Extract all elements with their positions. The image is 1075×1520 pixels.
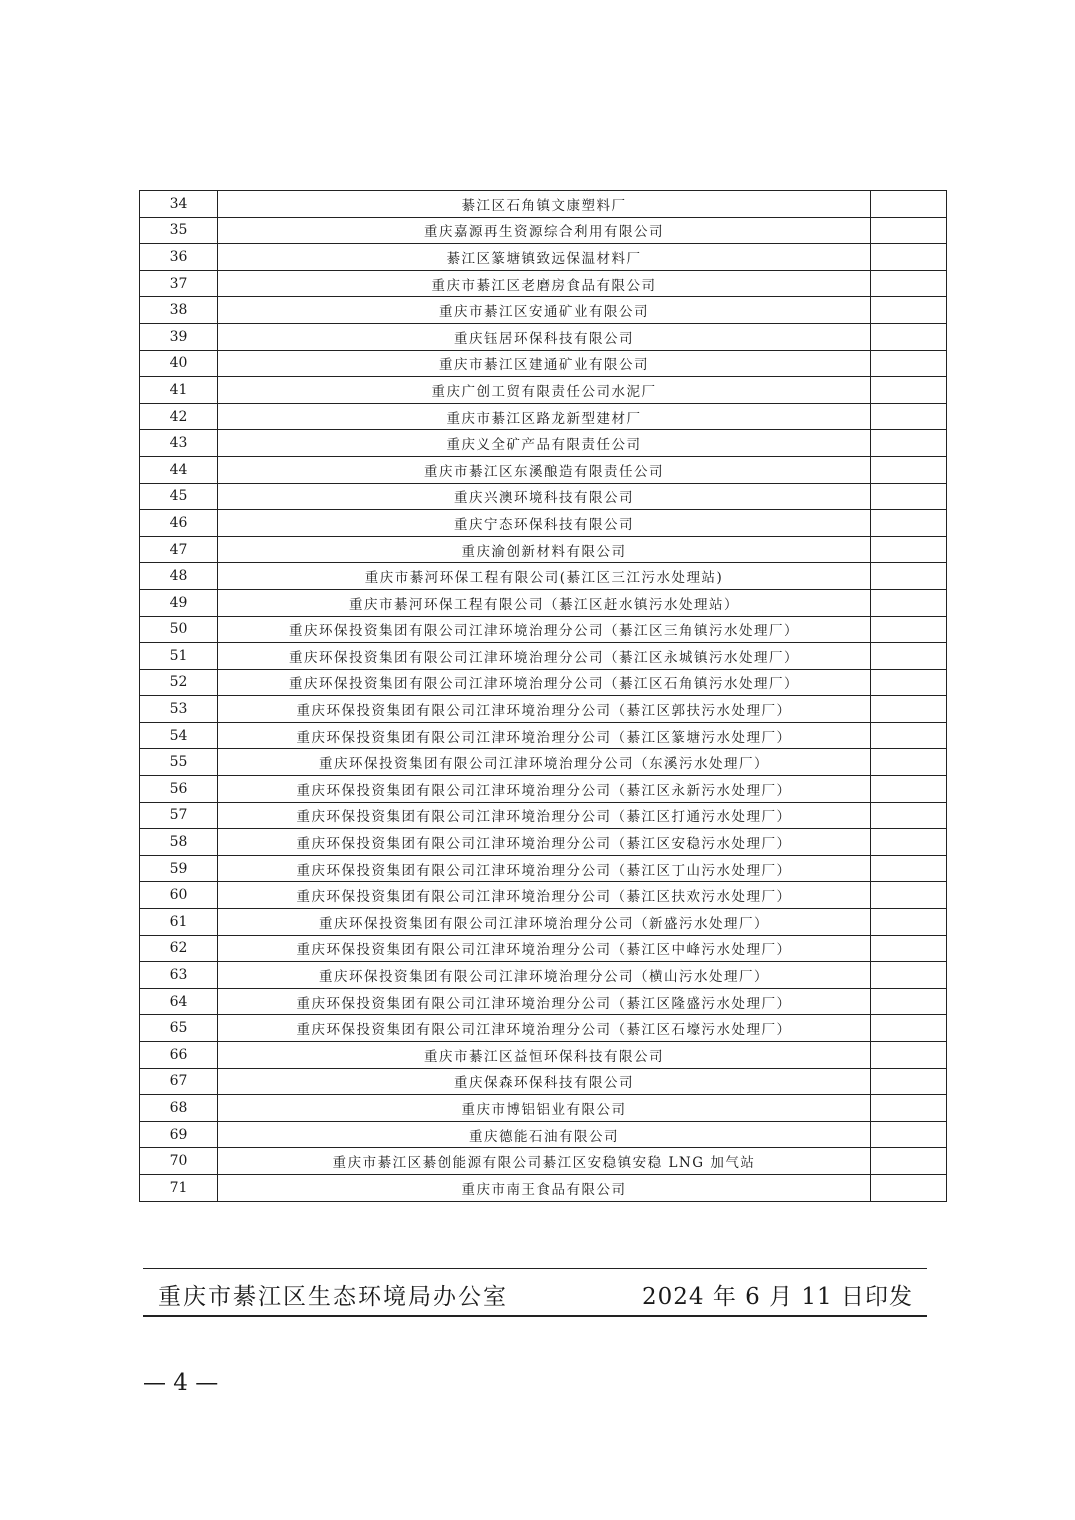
row-note [871,1121,947,1148]
row-number: 65 [140,1015,218,1042]
table-row [140,722,947,749]
table-row [140,244,947,271]
table-row [140,217,947,244]
row-number: 60 [140,882,218,909]
issue-date: 2024 年 6 月 11 日印发 [642,1284,913,1310]
row-number: 71 [140,1174,218,1201]
row-number: 50 [140,616,218,643]
row-number: 40 [140,350,218,377]
row-note [871,669,947,696]
row-note [871,589,947,616]
table-row [140,749,947,776]
table-row [140,563,947,590]
row-note [871,616,947,643]
row-number: 46 [140,510,218,537]
row-note [871,483,947,510]
table-row [140,350,947,377]
company-name: 重庆渝创新材料有限公司 [218,536,871,563]
company-name: 重庆环保投资集团有限公司江津环境治理分公司（綦江区扶欢污水处理厂） [218,882,871,909]
table-row [140,988,947,1015]
company-name: 綦江区篆塘镇致远保温材料厂 [218,244,871,271]
company-name: 重庆市綦江区老磨房食品有限公司 [218,270,871,297]
company-name: 重庆广创工贸有限责任公司水泥厂 [218,377,871,404]
company-name: 重庆嘉源再生资源综合利用有限公司 [218,217,871,244]
row-number: 36 [140,244,218,271]
row-number: 47 [140,536,218,563]
row-number: 49 [140,589,218,616]
row-number: 64 [140,988,218,1015]
row-number: 59 [140,855,218,882]
table-row [140,1042,947,1069]
company-name: 重庆环保投资集团有限公司江津环境治理分公司（綦江区石角镇污水处理厂） [218,669,871,696]
footer-bottom-rule [143,1315,927,1317]
company-name: 重庆环保投资集团有限公司江津环境治理分公司（綦江区篆塘污水处理厂） [218,722,871,749]
row-note [871,403,947,430]
row-note [871,563,947,590]
company-name: 重庆环保投资集团有限公司江津环境治理分公司（横山污水处理厂） [218,962,871,989]
table-row [140,1174,947,1201]
row-number: 51 [140,643,218,670]
row-number: 53 [140,696,218,723]
row-number: 52 [140,669,218,696]
table-body [140,191,947,1202]
row-number: 34 [140,191,218,218]
row-note [871,456,947,483]
company-name: 重庆环保投资集团有限公司江津环境治理分公司（綦江区中峰污水处理厂） [218,935,871,962]
row-number: 43 [140,430,218,457]
table-row [140,616,947,643]
table-row [140,1015,947,1042]
table-row [140,377,947,404]
row-note [871,882,947,909]
row-number: 67 [140,1068,218,1095]
row-number: 57 [140,802,218,829]
row-note [871,323,947,350]
row-number: 55 [140,749,218,776]
row-number: 63 [140,962,218,989]
row-note [871,643,947,670]
issuing-office: 重庆市綦江区生态环境局办公室 [158,1284,508,1310]
row-note [871,962,947,989]
page-number: — 4 — [143,1370,219,1396]
company-name: 重庆环保投资集团有限公司江津环境治理分公司（綦江区永城镇污水处理厂） [218,643,871,670]
row-note [871,1174,947,1201]
table-row [140,430,947,457]
table-row [140,696,947,723]
row-number: 56 [140,776,218,803]
company-name: 重庆义全矿产品有限责任公司 [218,430,871,457]
table-row [140,776,947,803]
row-number: 69 [140,1121,218,1148]
company-name: 重庆德能石油有限公司 [218,1121,871,1148]
row-number: 54 [140,722,218,749]
table-row [140,1121,947,1148]
company-name: 重庆环保投资集团有限公司江津环境治理分公司（新盛污水处理厂） [218,909,871,936]
row-note [871,1148,947,1175]
row-number: 70 [140,1148,218,1175]
table-row [140,510,947,537]
row-note [871,1068,947,1095]
company-name: 重庆市綦河环保工程有限公司(綦江区三江污水处理站) [218,563,871,590]
table-row [140,456,947,483]
row-note [871,829,947,856]
table-row [140,191,947,218]
row-number: 44 [140,456,218,483]
table-row [140,536,947,563]
company-name: 重庆市博铝铝业有限公司 [218,1095,871,1122]
row-number: 41 [140,377,218,404]
row-note [871,191,947,218]
table-row [140,589,947,616]
row-note [871,802,947,829]
company-name: 重庆环保投资集团有限公司江津环境治理分公司（綦江区郭扶污水处理厂） [218,696,871,723]
row-number: 62 [140,935,218,962]
row-note [871,909,947,936]
row-note [871,430,947,457]
table-row [140,1068,947,1095]
table-row [140,962,947,989]
row-number: 39 [140,323,218,350]
table-row [140,909,947,936]
row-note [871,270,947,297]
row-note [871,536,947,563]
row-note [871,749,947,776]
row-number: 35 [140,217,218,244]
company-name: 重庆市南王食品有限公司 [218,1174,871,1201]
company-name: 重庆市綦江区安通矿业有限公司 [218,297,871,324]
company-name: 重庆环保投资集团有限公司江津环境治理分公司（綦江区永新污水处理厂） [218,776,871,803]
row-note [871,350,947,377]
table-row [140,802,947,829]
table-row [140,323,947,350]
row-note [871,988,947,1015]
company-name: 重庆环保投资集团有限公司江津环境治理分公司（綦江区丁山污水处理厂） [218,855,871,882]
row-number: 37 [140,270,218,297]
table-row [140,270,947,297]
row-note [871,1015,947,1042]
row-number: 42 [140,403,218,430]
company-name: 重庆环保投资集团有限公司江津环境治理分公司（东溪污水处理厂） [218,749,871,776]
table-row [140,1095,947,1122]
row-number: 45 [140,483,218,510]
company-name: 重庆市綦江区东溪酿造有限责任公司 [218,456,871,483]
table-row [140,643,947,670]
company-name: 重庆钰居环保科技有限公司 [218,323,871,350]
row-number: 38 [140,297,218,324]
company-name: 重庆环保投资集团有限公司江津环境治理分公司（綦江区三角镇污水处理厂） [218,616,871,643]
table-row [140,1148,947,1175]
company-name: 重庆环保投资集团有限公司江津环境治理分公司（綦江区安稳污水处理厂） [218,829,871,856]
table-row [140,403,947,430]
table-row [140,483,947,510]
table-row [140,935,947,962]
table-row [140,829,947,856]
company-name: 重庆保森环保科技有限公司 [218,1068,871,1095]
company-name: 重庆市綦江区益恒环保科技有限公司 [218,1042,871,1069]
row-note [871,244,947,271]
company-name: 重庆环保投资集团有限公司江津环境治理分公司（綦江区隆盛污水处理厂） [218,988,871,1015]
row-note [871,1042,947,1069]
company-name: 重庆市綦江区綦创能源有限公司綦江区安稳镇安稳 LNG 加气站 [218,1148,871,1175]
footer-top-rule [143,1268,927,1269]
company-name: 重庆市綦江区建通矿业有限公司 [218,350,871,377]
company-name: 重庆环保投资集团有限公司江津环境治理分公司（綦江区石壕污水处理厂） [218,1015,871,1042]
row-number: 61 [140,909,218,936]
company-name: 重庆宁态环保科技有限公司 [218,510,871,537]
company-name: 重庆市綦江区路龙新型建材厂 [218,403,871,430]
row-number: 66 [140,1042,218,1069]
table-row [140,297,947,324]
row-note [871,377,947,404]
company-name: 重庆兴澳环境科技有限公司 [218,483,871,510]
row-number: 48 [140,563,218,590]
row-note [871,935,947,962]
row-note [871,855,947,882]
row-note [871,722,947,749]
row-note [871,1095,947,1122]
row-note [871,510,947,537]
table-row [140,669,947,696]
row-number: 68 [140,1095,218,1122]
company-name: 綦江区石角镇文康塑料厂 [218,191,871,218]
row-note [871,297,947,324]
row-note [871,776,947,803]
row-note [871,696,947,723]
company-name: 重庆环保投资集团有限公司江津环境治理分公司（綦江区打通污水处理厂） [218,802,871,829]
enterprise-list-table [139,190,947,1202]
row-note [871,217,947,244]
company-name: 重庆市綦河环保工程有限公司（綦江区赶水镇污水处理站） [218,589,871,616]
table-row [140,882,947,909]
row-number: 58 [140,829,218,856]
table-row [140,855,947,882]
